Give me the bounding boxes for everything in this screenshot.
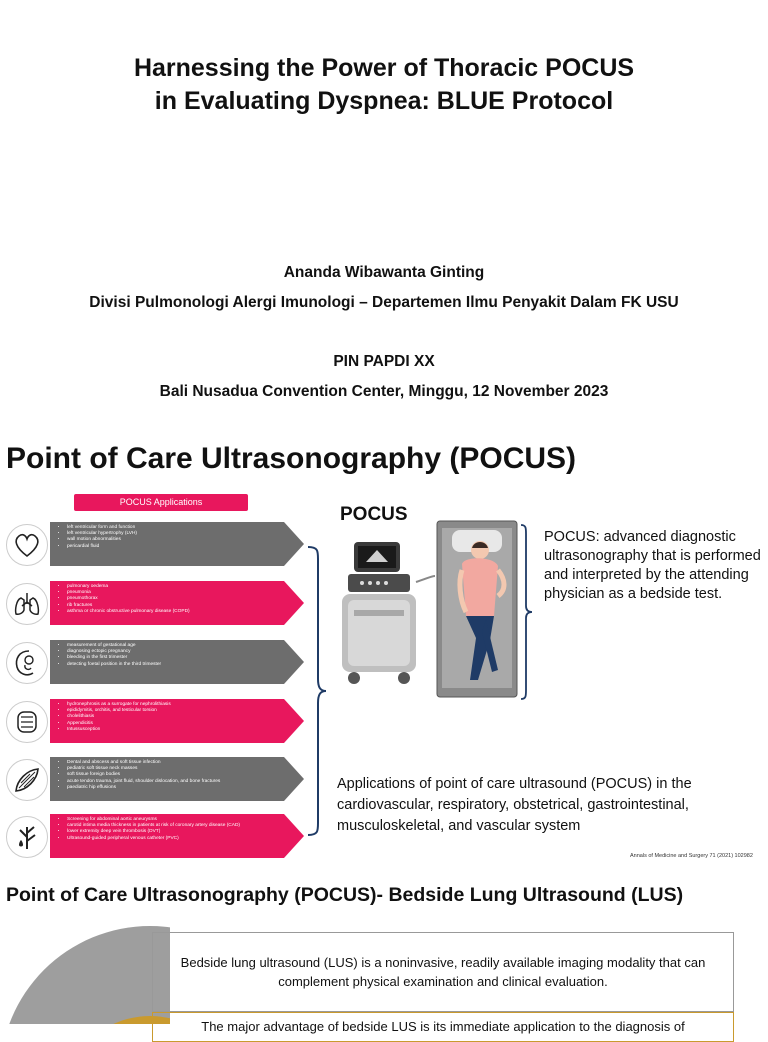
pocus-applications-text: Applications of point of care ultrasound (POCUS) in the cardiovascular, respiratory, obstetrical, gastrointestinal, musculoskeletal, and vascular system bbox=[337, 776, 692, 834]
list-item: • pneumothorax bbox=[67, 596, 267, 602]
application-row-cardiac bbox=[6, 522, 304, 566]
decorative-circle-graphic bbox=[0, 926, 170, 1024]
list-item: • left ventricular hypertrophy (LVH) bbox=[67, 531, 267, 537]
slide3-title: Point of Care Ultrasonography (POCUS)- Bedside Lung Ultrasound (LUS) bbox=[6, 884, 684, 906]
application-row-obstetric bbox=[6, 640, 304, 684]
list-item: • acute tendon trauma, joint fluid, shoulder dislocation, and bone fractures bbox=[67, 779, 267, 785]
list-item: • wall motion abnormalities bbox=[67, 537, 267, 543]
grouping-brace bbox=[306, 545, 328, 837]
slide2-title: Point of Care Ultrasonography (POCUS) bbox=[6, 442, 577, 475]
list-item: • pericardial fluid bbox=[67, 544, 267, 550]
application-row-respiratory bbox=[6, 581, 304, 625]
pocus-label: POCUS bbox=[340, 504, 408, 525]
list-item: • pulmonary oedema bbox=[67, 584, 267, 590]
fetus-icon bbox=[6, 642, 48, 684]
list-item: • soft tissue foreign bodies bbox=[67, 772, 267, 778]
list-item: • hydronephrosis as a surrogate for nephrolithiasis bbox=[67, 702, 267, 708]
list-item: • epididymitis, orchitis, and testicular torsion bbox=[67, 708, 267, 714]
author-name: Ananda Wibawanta Ginting bbox=[283, 264, 485, 281]
applications-header: POCUS Applications bbox=[74, 494, 248, 511]
application-row-vascular bbox=[6, 814, 304, 858]
slide1-title bbox=[0, 52, 768, 118]
definition-brace bbox=[520, 524, 534, 700]
title-line-1: Harnessing the Power of Thoracic POCUS bbox=[133, 54, 635, 82]
lungs-icon bbox=[6, 583, 48, 625]
vessel-icon bbox=[6, 816, 48, 858]
list-item: • cholelithiasis bbox=[67, 714, 267, 720]
title-line-2: in Evaluating Dyspnea: BLUE Protocol bbox=[154, 87, 614, 115]
list-item: • detecting foetal position in the third trimester bbox=[67, 662, 267, 668]
pocus-definition: POCUS: advanced diagnostic ultrasonography that is performed and interpreted by the attending physician as a bedside test. bbox=[544, 529, 761, 602]
affiliation: Divisi Pulmonologi Alergi Imunologi – Departemen Ilmu Penyakit Dalam FK USU bbox=[89, 294, 679, 311]
lus-advantage-box: The major advantage of bedside LUS is its immediate application to the diagnosis of bbox=[152, 1012, 734, 1042]
list-item: • Intussusception bbox=[67, 727, 267, 733]
list-item: • Ultrasound-guided peripheral venous catheter (PVC) bbox=[67, 836, 267, 842]
application-row-gastrointestinal bbox=[6, 699, 304, 743]
citation: Annals of Medicine and Surgery 71 (2021) 102982 bbox=[630, 853, 753, 859]
venue-date: Bali Nusadua Convention Center, Minggu, 12 November 2023 bbox=[159, 383, 609, 400]
list-item: • asthma or chronic obstructive pulmonary disease (COPD) bbox=[67, 609, 267, 615]
list-item: • carotid intima media thickness in patients at risk of coronary artery disease (CAD) bbox=[67, 823, 267, 829]
list-item: • pneumonia bbox=[67, 590, 267, 596]
list-item: • bleeding in the first trimester bbox=[67, 655, 267, 661]
muscle-icon bbox=[6, 759, 48, 801]
list-item: • Screening for abdominal aortic aneurysms bbox=[67, 817, 267, 823]
event-name: PIN PAPDI XX bbox=[333, 353, 435, 370]
ultrasound-machine-illustration bbox=[340, 538, 435, 688]
list-item: • Appendicitis bbox=[67, 721, 267, 727]
list-item: • rib fractures bbox=[67, 603, 267, 609]
list-item: • diagnosing ectopic pregnancy bbox=[67, 649, 267, 655]
list-item: • lower extremity deep vein thrombosis (DVT) bbox=[67, 829, 267, 835]
application-row-musculoskeletal bbox=[6, 757, 304, 801]
list-item: • left ventricular form and function bbox=[67, 525, 267, 531]
list-item: • measurement of gestational age bbox=[67, 643, 267, 649]
heart-icon bbox=[6, 524, 48, 566]
list-item: • paediatric hip effusions bbox=[67, 785, 267, 791]
list-item: • pediatric soft tissue neck masses bbox=[67, 766, 267, 772]
patient-bed-illustration bbox=[436, 520, 518, 698]
list-item: • Dental and abscess and soft tissue infection bbox=[67, 760, 267, 766]
intestine-icon bbox=[6, 701, 48, 743]
lus-description-box: Bedside lung ultrasound (LUS) is a noninvasive, readily available imaging modality that can complement physical examination and clinical evaluation. bbox=[152, 932, 734, 1012]
